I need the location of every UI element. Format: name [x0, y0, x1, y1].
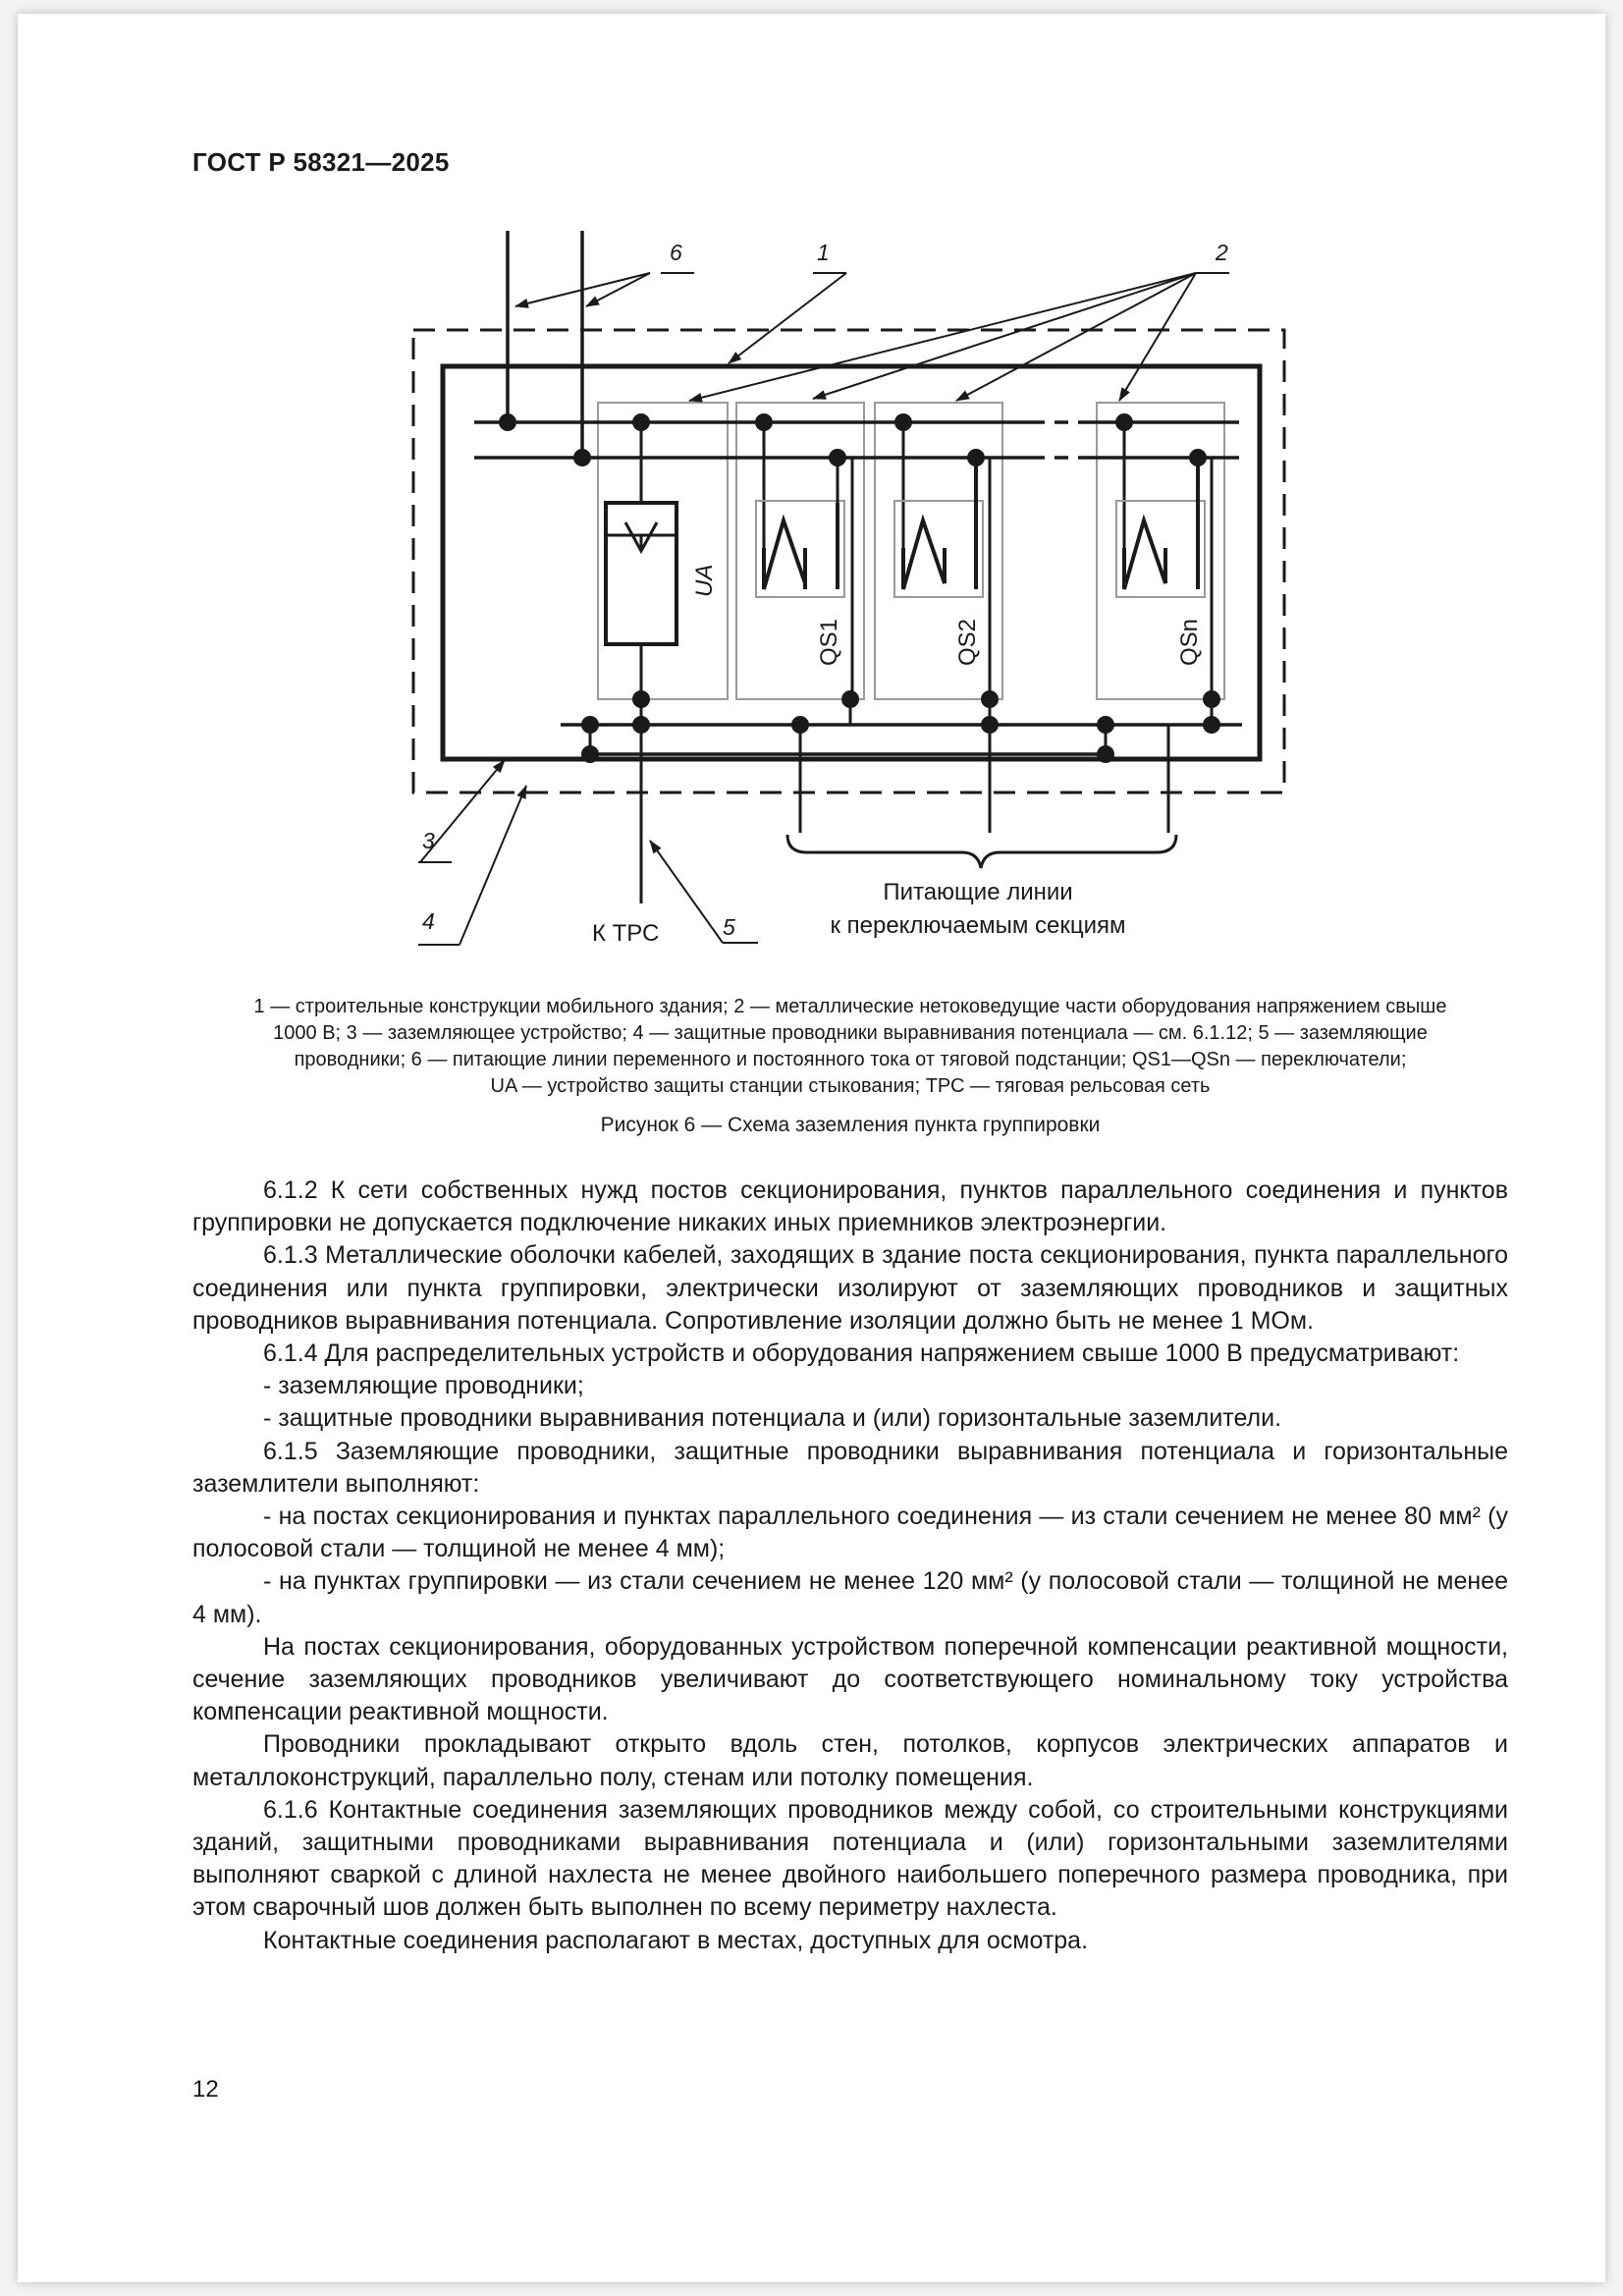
label-qsn: QSn [1176, 618, 1203, 666]
body-text [192, 1175, 1508, 1957]
callout-6: 6 [670, 240, 682, 265]
paragraph-6-1-4: 6.1.4 Для распределительных устройств и оборудования напряжением свыше 1000 В предусматривают: [263, 1339, 1460, 1368]
list-item: - защитные проводники выравнивания потенциала и (или) горизонтальные заземлители. [263, 1404, 1282, 1433]
paragraph-6-1-6: 6.1.6 Контактные соединения заземляющих проводников между собой, со строительными конструкциями зданий, защитными проводниками выравнивания потенциала и (или) горизонтальными заземлителями выполняют сваркой с длиной нахлеста не менее двойного наибольшего поперечного размера проводника, при этом сварочный шов должен быть выполнен по всему периметру нахлеста. [192, 1795, 1508, 1922]
qs1-switch [756, 501, 844, 597]
callout-2: 2 [1216, 240, 1228, 265]
ua-device [606, 503, 676, 644]
callout-5: 5 [723, 914, 735, 940]
paragraph-6-1-2: 6.1.2 К сети собственных нужд постов секционирования, пунктов параллельного соединения и пунктов группировки не допускается подключение никаких иных приемников электроэнергии. [192, 1176, 1508, 1237]
list-item: - на постах секционирования и пунктах параллельного соединения — из стали сечением не менее 80 мм² (у полосовой стали — толщиной не менее 4 мм); [192, 1503, 1508, 1563]
paragraph-6-1-3: 6.1.3 Металлические оболочки кабелей, заходящих в здание поста секционирования, пункта параллельного соединения или пункта группировки, электрически изолируют от заземляющих проводников и защитных проводников выравнивания потенциала. Сопротивление изоляции должно быть не менее 1 МОм. [192, 1241, 1508, 1335]
grounding-scheme-figure [0, 0, 1623, 982]
list-item: - заземляющие проводники; [263, 1372, 584, 1400]
qs2-switch [894, 501, 983, 597]
label-qs1: QS1 [816, 618, 842, 666]
paragraph: Проводники прокладывают открыто вдоль стен, потолков, корпусов электрических аппаратов и металлоконструкций, параллельно полу, стенам или потолку помещения. [192, 1730, 1508, 1791]
page-number: 12 [192, 2076, 219, 2103]
label-feed-lines-1: Питающие линии [883, 879, 1073, 905]
paragraph: На постах секционирования, оборудованных устройством поперечной компенсации реактивной мощности, сечение заземляющих проводников увеличивают до соответствующего номинальному току устройства компенсации реактивной мощности. [192, 1632, 1508, 1726]
standard-header: ГОСТ Р 58321—2025 [192, 147, 450, 177]
cabinet-ua [598, 403, 728, 699]
legend-line: UA — устройство защиты станции стыкования; ТРС — тяговая рельсовая сеть [490, 1075, 1211, 1097]
callout-4: 4 [422, 908, 435, 934]
callout-1: 1 [817, 240, 830, 265]
label-ua: UA [691, 564, 718, 597]
qsn-switch [1116, 501, 1205, 597]
figure-legend [192, 994, 1508, 1100]
label-to-trs: К ТРС [592, 920, 660, 947]
label-qs2: QS2 [954, 618, 981, 666]
legend-line: проводники; 6 — питающие линии переменного и постоянного тока от тяговой подстанции; QS1—QSn — переключатели; [294, 1049, 1407, 1070]
figure-caption: Рисунок 6 — Схема заземления пункта группировки [600, 1114, 1101, 1136]
paragraph: Контактные соединения располагают в местах, доступных для осмотра. [263, 1926, 1089, 1954]
label-feed-lines-2: к переключаемым секциям [830, 912, 1126, 939]
callout-3: 3 [422, 828, 435, 853]
legend-line: 1000 В; 3 — заземляющее устройство; 4 — защитные проводники выравнивания потенциала — см. 6.1.12; 5 — заземляющие [273, 1022, 1428, 1044]
legend-line: 1 — строительные конструкции мобильного здания; 2 — металлические нетоковедущие части оборудования напряжением свыше [253, 996, 1447, 1017]
list-item: - на пунктах группировки — из стали сечением не менее 120 мм² (у полосовой стали — толщиной не менее 4 мм). [192, 1567, 1508, 1628]
feed-lines-brace [787, 835, 1176, 868]
paragraph-6-1-5: 6.1.5 Заземляющие проводники, защитные проводники выравнивания потенциала и горизонтальные заземлители выполняют: [192, 1437, 1508, 1498]
